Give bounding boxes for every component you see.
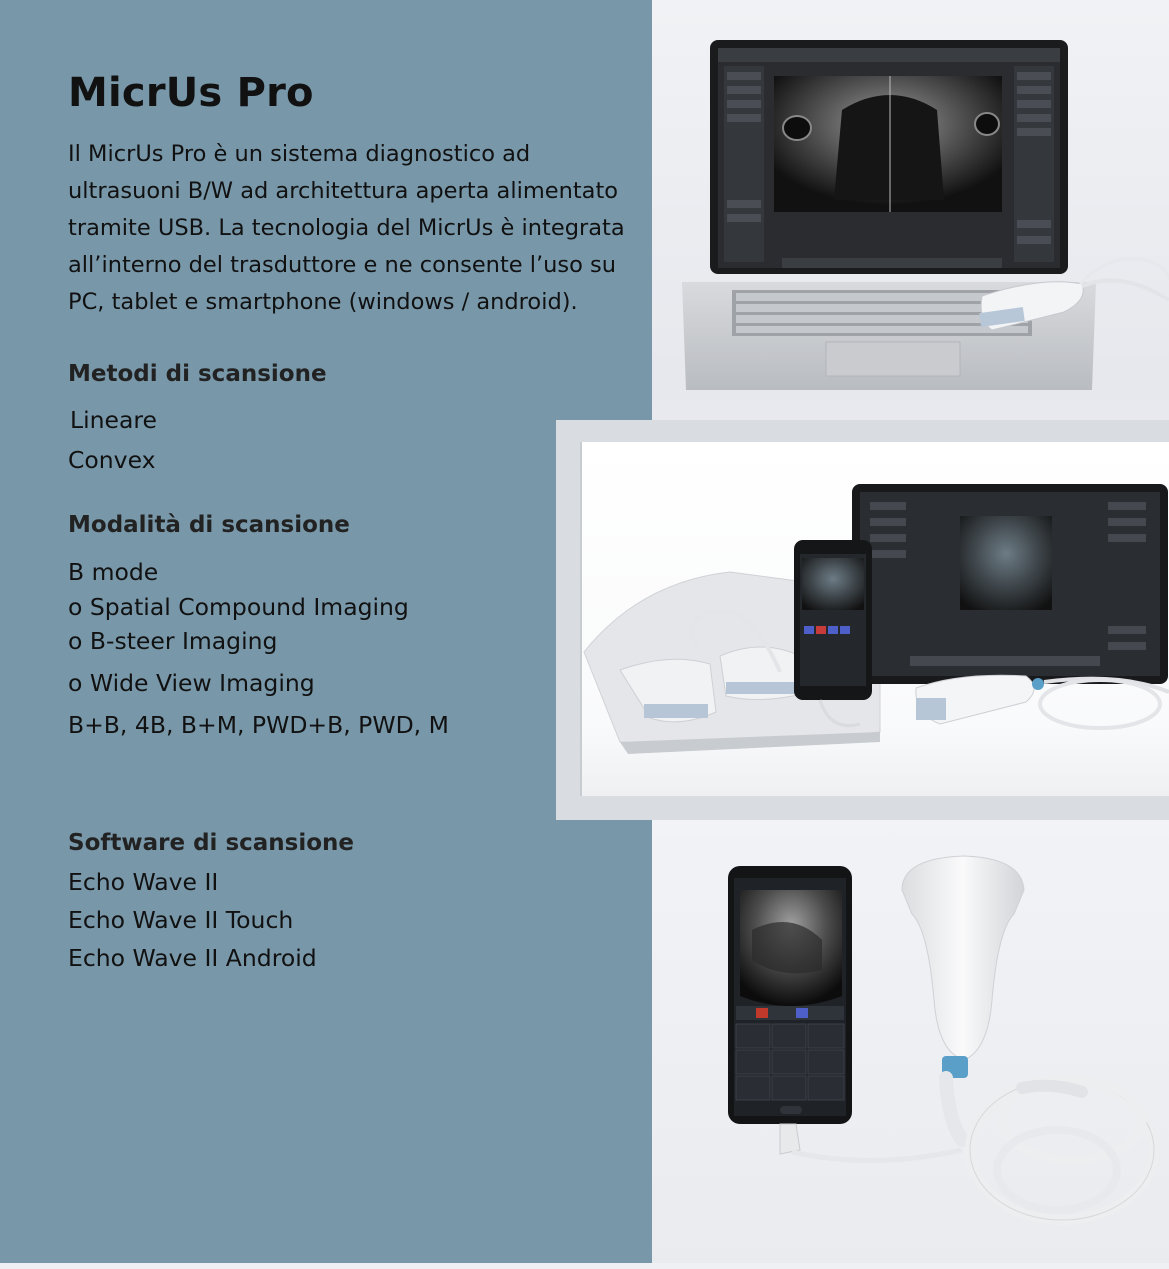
section-heading-modalita: Modalità di scansione <box>68 512 350 538</box>
bottom-strip <box>0 1263 1169 1269</box>
list-item: Echo Wave II Android <box>68 944 317 972</box>
list-item: o Spatial Compound Imaging <box>68 593 409 621</box>
description-line: all’interno del trasduttore e ne consente l’uso su <box>68 252 617 278</box>
devices-photo <box>580 442 1169 796</box>
page-title: MicrUs Pro <box>68 70 314 116</box>
list-item: o Wide View Imaging <box>68 669 315 697</box>
list-item: B+B, 4B, B+M, PWD+B, PWD, M <box>68 711 449 739</box>
list-item: o B-steer Imaging <box>68 627 278 655</box>
description-line: tramite USB. La tecnologia del MicrUs è integrata <box>68 215 625 241</box>
list-item: Echo Wave II <box>68 868 219 896</box>
list-item: Echo Wave II Touch <box>68 906 294 934</box>
section-heading-software: Software di scansione <box>68 830 355 856</box>
description-line: PC, tablet e smartphone (windows / android). <box>68 289 578 315</box>
laptop-photo <box>652 0 1169 420</box>
description-line: Il MicrUs Pro è un sistema diagnostico ad <box>68 141 531 167</box>
phone-probe-photo <box>652 820 1169 1263</box>
description-line: ultrasuoni B/W ad architettura aperta alimentato <box>68 178 619 204</box>
list-item: Convex <box>68 446 156 474</box>
section-heading-metodi: Metodi di scansione <box>68 361 327 387</box>
list-item: B mode <box>68 558 159 586</box>
list-item: Lineare <box>70 406 157 434</box>
